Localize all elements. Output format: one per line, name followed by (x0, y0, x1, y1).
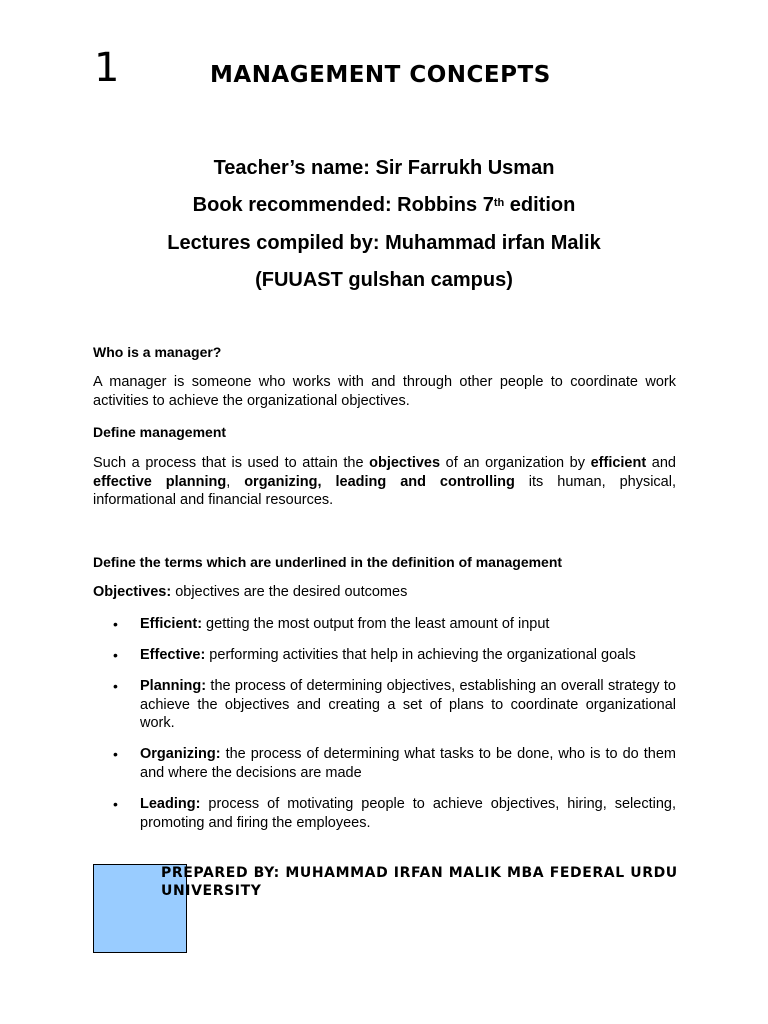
q3-heading: Define the terms which are underlined in the definition of management (93, 554, 563, 570)
bullet-term: Effective: (140, 647, 206, 663)
q1-heading: Who is a manager? (93, 344, 222, 360)
compiled-by: Lectures compiled by: Muhammad irfan Malik (167, 232, 601, 254)
def-text-2: of an organization by (440, 455, 591, 471)
objectives-def: objectives are the desired outcomes (171, 584, 408, 600)
bullet-icon: • (113, 796, 118, 812)
bullet-icon: • (113, 616, 118, 632)
management-definition (93, 454, 676, 510)
bullet-term: Efficient: (140, 616, 203, 632)
q1-answer: A manager is someone who works with and through other people to coordinate work activities to achieve the organizational objectives. (93, 374, 676, 409)
bullet-def: the process of determining objectives, establishing an overall strategy to achieve the objectives and creating a set of plans to coordinate organizational work. (140, 678, 676, 731)
book-superscript: th (493, 197, 505, 209)
def-bold-objectives: objectives (369, 455, 441, 471)
def-text-1: Such a process that is used to attain the (93, 455, 370, 471)
def-text-3: and (646, 455, 676, 471)
chapter-title: MANAGEMENT CONCEPTS (210, 62, 551, 88)
book-recommended (0, 192, 768, 218)
objectives-line (93, 583, 676, 602)
book-prefix: Book recommended: Robbins 7 (192, 194, 494, 216)
footer-prepared-by: PREPARED BY: MUHAMMAD IRFAN MALIK MBA FEDERAL URDU UNIVERSITY (161, 865, 678, 899)
chapter-number: 1 (94, 45, 120, 91)
q2-heading: Define management (93, 424, 227, 440)
bullet-icon: • (113, 678, 118, 694)
def-text-5: its human, physical, informational and financial resources. (93, 473, 676, 508)
bullet-term: Planning: (140, 678, 207, 694)
def-bold-effective-planning: effective planning (93, 473, 227, 490)
bullet-term: Leading: (140, 796, 201, 812)
bullet-def: performing activities that help in achieving the organizational goals (205, 647, 636, 663)
def-bold-efficient: efficient (590, 455, 647, 471)
book-suffix: edition (504, 194, 576, 216)
bullet-icon: • (113, 746, 118, 762)
bullet-icon: • (113, 647, 118, 663)
bullet-term: Organizing: (140, 746, 221, 762)
def-text-4: , (226, 473, 245, 490)
def-bold-organizing: organizing, leading and controlling (244, 473, 515, 490)
campus: (FUUAST gulshan campus) (255, 269, 513, 291)
bullet-def: process of motivating people to achieve objectives, hiring, selecting, promoting and firing the employees. (140, 796, 676, 831)
bullet-def: the process of determining what tasks to be done, who is to do them and where the decisions are made (140, 746, 676, 781)
bullet-def: getting the most output from the least amount of input (202, 616, 550, 632)
objectives-term: Objectives: (93, 584, 172, 600)
teacher-name: Teacher’s name: Sir Farrukh Usman (213, 157, 555, 179)
